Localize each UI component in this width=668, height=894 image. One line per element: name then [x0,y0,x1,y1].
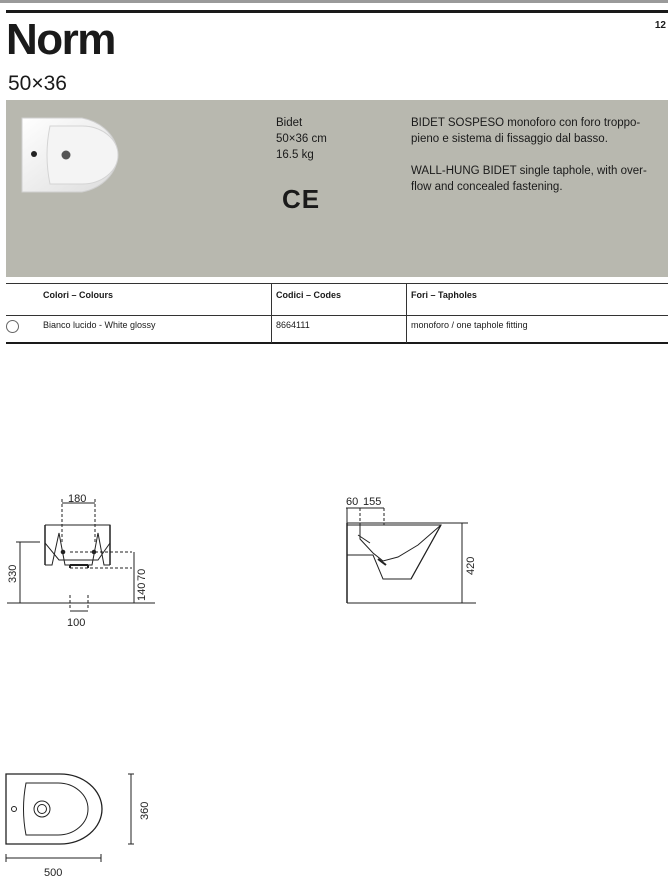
product-dimensions: 50×36 [8,72,67,95]
product-size: 50×36 cm [276,133,327,145]
top-view-drawing [0,770,160,880]
table-header-rule [6,315,668,316]
dim-height: 330 [7,564,19,583]
product-spec [276,115,327,163]
table-bottom-rule [6,342,668,344]
dim-420: 420 [465,556,477,575]
product-type: Bidet [276,117,303,129]
product-title: Norm [6,15,115,64]
dim-length: 500 [44,867,63,879]
ce-mark: CE [282,184,321,214]
header-colours: Colori – Colours [43,290,114,300]
product-code: 8664111 [276,320,310,330]
dim-155: 155 [363,496,382,508]
dim-depth: 360 [139,801,151,820]
dim-bottom-width: 100 [67,617,86,629]
front-view-drawing [0,485,170,635]
dim-60: 60 [346,496,359,508]
description-italian: BIDET SOSPESO monoforo con foro troppo-pieno e sistema di fissaggio dal basso. [411,117,641,145]
dim-top-width: 180 [68,493,87,505]
taphole-info: monoforo / one taphole fitting [411,320,528,330]
table-divider [271,283,272,343]
page-number: 12 [654,20,666,31]
colour-swatch [6,320,19,333]
dim-140: 140 [136,582,148,601]
header-codes: Codici – Codes [276,290,342,300]
bidet-photo [20,114,145,214]
table-divider [406,283,407,343]
header-tapholes: Fori – Tapholes [411,290,477,300]
description-english: WALL-HUNG BIDET single taphole, with over-flow and concealed fastening. [411,165,647,193]
header-rule [6,10,668,13]
product-description [411,115,661,211]
product-weight: 16.5 kg [276,149,314,161]
colour-name: Bianco lucido - White glossy [43,320,156,330]
dim-70: 70 [136,568,148,581]
side-view-drawing [338,485,498,615]
table-top-rule [6,283,668,284]
top-border [0,0,668,3]
